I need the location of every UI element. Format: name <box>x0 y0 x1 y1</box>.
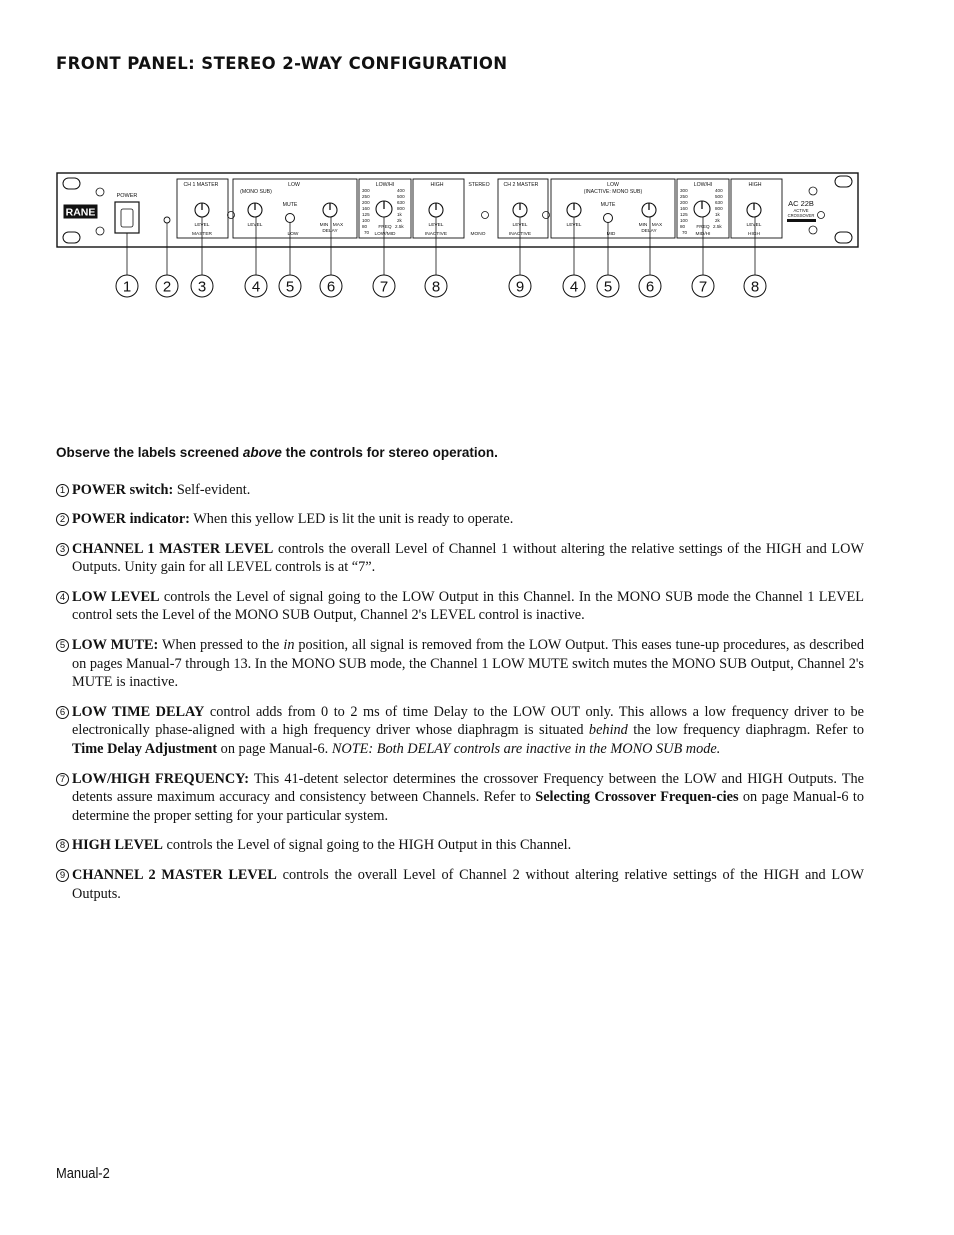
svg-text:2: 2 <box>162 278 172 296</box>
ch2-mute-button[interactable] <box>604 214 613 223</box>
ch2-low-hi-label: LOW/HI <box>693 182 713 188</box>
rack-slot-icon <box>835 176 852 187</box>
ch2-high-label: HIGH <box>748 182 762 188</box>
svg-text:125: 125 <box>680 212 688 217</box>
ch1-high-label: HIGH <box>430 182 444 188</box>
svg-text:MID/HI: MID/HI <box>695 232 711 237</box>
instruction-text: Observe the labels screened above the controls for stereo operation. <box>56 445 498 460</box>
list-item: 6 LOW TIME DELAY control adds from 0 to 2 ms of time Delay to the LOW OUT only. This allows a low frequency driver to be electronically phase-aligned with a high frequency driver whose diaphragm is situated behind the low frequency diaphragm. Refer to Time Delay Adjustment on page Manual-6. NOTE: Both DELAY controls are inactive in the MONO SUB mode. <box>56 703 864 759</box>
power-switch-rocker-icon <box>121 209 133 227</box>
item-number-badge: 1 <box>56 484 69 497</box>
svg-text:200: 200 <box>362 200 370 205</box>
svg-text:4: 4 <box>251 278 261 296</box>
svg-text:160: 160 <box>362 206 370 211</box>
list-item: 5 LOW MUTE: When pressed to the in position, all signal is removed from the LOW Output. This eases tune-up procedures, as described on pages Manual-7 through 13. In the MONO SUB mode, the Channel 1 LOW MUTE switch mutes the MONO SUB Output, Channel 2's MUTE is inactive. <box>56 636 864 692</box>
svg-text:MIN: MIN <box>319 223 329 228</box>
control-descriptions <box>56 481 864 914</box>
svg-text:DELAY: DELAY <box>641 229 657 234</box>
svg-text:500: 500 <box>715 194 723 199</box>
item-number-badge: 7 <box>56 773 69 786</box>
svg-text:MID: MID <box>606 232 616 237</box>
svg-text:DELAY: DELAY <box>322 229 338 234</box>
ch2-master-label: CH 2 MASTER <box>503 182 539 188</box>
svg-text:FREQ: FREQ <box>696 225 710 230</box>
svg-text:4: 4 <box>569 278 579 296</box>
svg-text:125: 125 <box>362 212 370 217</box>
callout-numbers <box>123 279 759 296</box>
list-item: 4 LOW LEVEL controls the Level of signal going to the LOW Output in this Channel. In the MONO SUB mode the Channel 1 LEVEL control sets the Level of the MONO SUB Output, Channel 2's LEVEL control is inactive. <box>56 588 864 626</box>
model-label: AC 22B <box>788 199 814 208</box>
item-number-badge: 6 <box>56 706 69 719</box>
svg-text:1: 1 <box>122 278 132 296</box>
svg-text:7: 7 <box>698 278 708 296</box>
svg-text:2k: 2k <box>397 218 402 223</box>
stereo-label: STEREO <box>468 182 490 188</box>
svg-text:70: 70 <box>364 230 370 235</box>
svg-text:160: 160 <box>680 206 688 211</box>
rack-slot-icon <box>63 178 80 189</box>
list-item: 7 LOW/HIGH FREQUENCY: This 41-detent selector determines the crossover Frequency between the LOW and HIGH Outputs. The detents assure maximum accuracy and consistency between Channels. Refer to Selecting Crossover Frequen-cies on page Manual-6 to determine the proper setting for your particular system. <box>56 770 864 826</box>
freq-scales <box>362 188 723 235</box>
svg-text:400: 400 <box>715 188 723 193</box>
svg-text:1k: 1k <box>397 212 402 217</box>
callout-circles <box>116 275 766 297</box>
svg-text:INACTIVE: INACTIVE <box>508 232 532 237</box>
power-switch[interactable] <box>115 202 139 233</box>
list-item: 9 CHANNEL 2 MASTER LEVEL controls the overall Level of Channel 2 without altering relative settings of the HIGH and LOW Outputs. <box>56 866 864 904</box>
power-label: POWER <box>116 193 138 199</box>
svg-text:MIN: MIN <box>638 223 648 228</box>
svg-text:70: 70 <box>682 230 688 235</box>
svg-text:100: 100 <box>680 218 688 223</box>
svg-text:2.5k: 2.5k <box>713 224 722 229</box>
ch1-mono-sub-label: (MONO SUB) <box>240 189 272 195</box>
svg-text:LEVEL: LEVEL <box>746 223 762 228</box>
item-number-badge: 5 <box>56 639 69 652</box>
svg-text:LEVEL: LEVEL <box>566 223 582 228</box>
svg-text:MASTER: MASTER <box>192 232 212 237</box>
list-item: 3 CHANNEL 1 MASTER LEVEL controls the overall Level of Channel 1 without altering the relative settings of the HIGH and LOW Outputs. Unity gain for all LEVEL controls is at “7”. <box>56 540 864 578</box>
ch2-inactive-label: (INACTIVE: MONO SUB) <box>583 189 643 195</box>
svg-text:MONO: MONO <box>470 232 486 237</box>
ch2-low-label: LOW <box>607 182 619 188</box>
svg-text:800: 800 <box>715 206 723 211</box>
svg-text:800: 800 <box>397 206 405 211</box>
ch1-low-hi-label: LOW/HI <box>375 182 395 188</box>
ch2-mute-label: MUTE <box>600 202 616 208</box>
svg-text:8: 8 <box>431 278 441 296</box>
svg-text:LEVEL: LEVEL <box>428 223 444 228</box>
svg-text:HIGH: HIGH <box>748 232 760 237</box>
svg-text:9: 9 <box>515 278 525 296</box>
svg-text:500: 500 <box>397 194 405 199</box>
list-item: 8 HIGH LEVEL controls the Level of signal going to the HIGH Output in this Channel. <box>56 836 864 855</box>
svg-text:1k: 1k <box>715 212 720 217</box>
svg-text:LEVEL: LEVEL <box>247 223 263 228</box>
item-number-badge: 4 <box>56 591 69 604</box>
ch1-master-label: CH 1 MASTER <box>183 182 219 188</box>
svg-text:630: 630 <box>715 200 723 205</box>
rack-slot-icon <box>835 232 852 243</box>
ch1-low-label: LOW <box>288 182 300 188</box>
svg-text:400: 400 <box>397 188 405 193</box>
svg-text:5: 5 <box>285 278 295 296</box>
bottom-labels <box>192 222 762 237</box>
brand-logo-text: RANE <box>65 206 96 219</box>
svg-text:6: 6 <box>645 278 655 296</box>
svg-text:8: 8 <box>750 278 760 296</box>
list-item: 1 POWER switch: Self-evident. <box>56 481 864 500</box>
svg-text:FREQ: FREQ <box>378 225 392 230</box>
knobs <box>195 201 761 217</box>
page-title: FRONT PANEL: STEREO 2-WAY CONFIGURATION <box>56 54 508 73</box>
svg-text:100: 100 <box>362 218 370 223</box>
page-footer: Manual-2 <box>56 1165 110 1182</box>
svg-text:250: 250 <box>362 194 370 199</box>
svg-text:6: 6 <box>326 278 336 296</box>
svg-text:LOW/MID: LOW/MID <box>374 232 396 237</box>
svg-text:3: 3 <box>197 278 207 296</box>
item-number-badge: 3 <box>56 543 69 556</box>
front-panel-diagram <box>0 160 954 310</box>
svg-text:7: 7 <box>379 278 389 296</box>
item-number-badge: 9 <box>56 869 69 882</box>
svg-text:MAX: MAX <box>332 223 344 228</box>
model-sub-label: ACTIVE <box>793 208 809 213</box>
svg-text:300: 300 <box>680 188 688 193</box>
power-led <box>164 217 170 223</box>
svg-text:MAX: MAX <box>651 223 663 228</box>
svg-text:2.5k: 2.5k <box>395 224 404 229</box>
svg-text:200: 200 <box>680 200 688 205</box>
svg-text:80: 80 <box>362 224 368 229</box>
ch1-mute-button[interactable] <box>286 214 295 223</box>
svg-text:2k: 2k <box>715 218 720 223</box>
svg-text:80: 80 <box>680 224 686 229</box>
item-number-badge: 8 <box>56 839 69 852</box>
rack-slot-icon <box>63 232 80 243</box>
list-item: 2 POWER indicator: When this yellow LED is lit the unit is ready to operate. <box>56 510 864 529</box>
ch1-mute-label: MUTE <box>282 202 298 208</box>
item-number-badge: 2 <box>56 513 69 526</box>
svg-text:LEVEL: LEVEL <box>194 223 210 228</box>
svg-text:300: 300 <box>362 188 370 193</box>
svg-text:INACTIVE: INACTIVE <box>424 232 448 237</box>
model-sub-label: CROSSOVER <box>787 213 815 218</box>
svg-text:630: 630 <box>397 200 405 205</box>
svg-text:5: 5 <box>603 278 613 296</box>
svg-text:250: 250 <box>680 194 688 199</box>
svg-text:LOW: LOW <box>287 232 299 237</box>
svg-text:LEVEL: LEVEL <box>512 223 528 228</box>
